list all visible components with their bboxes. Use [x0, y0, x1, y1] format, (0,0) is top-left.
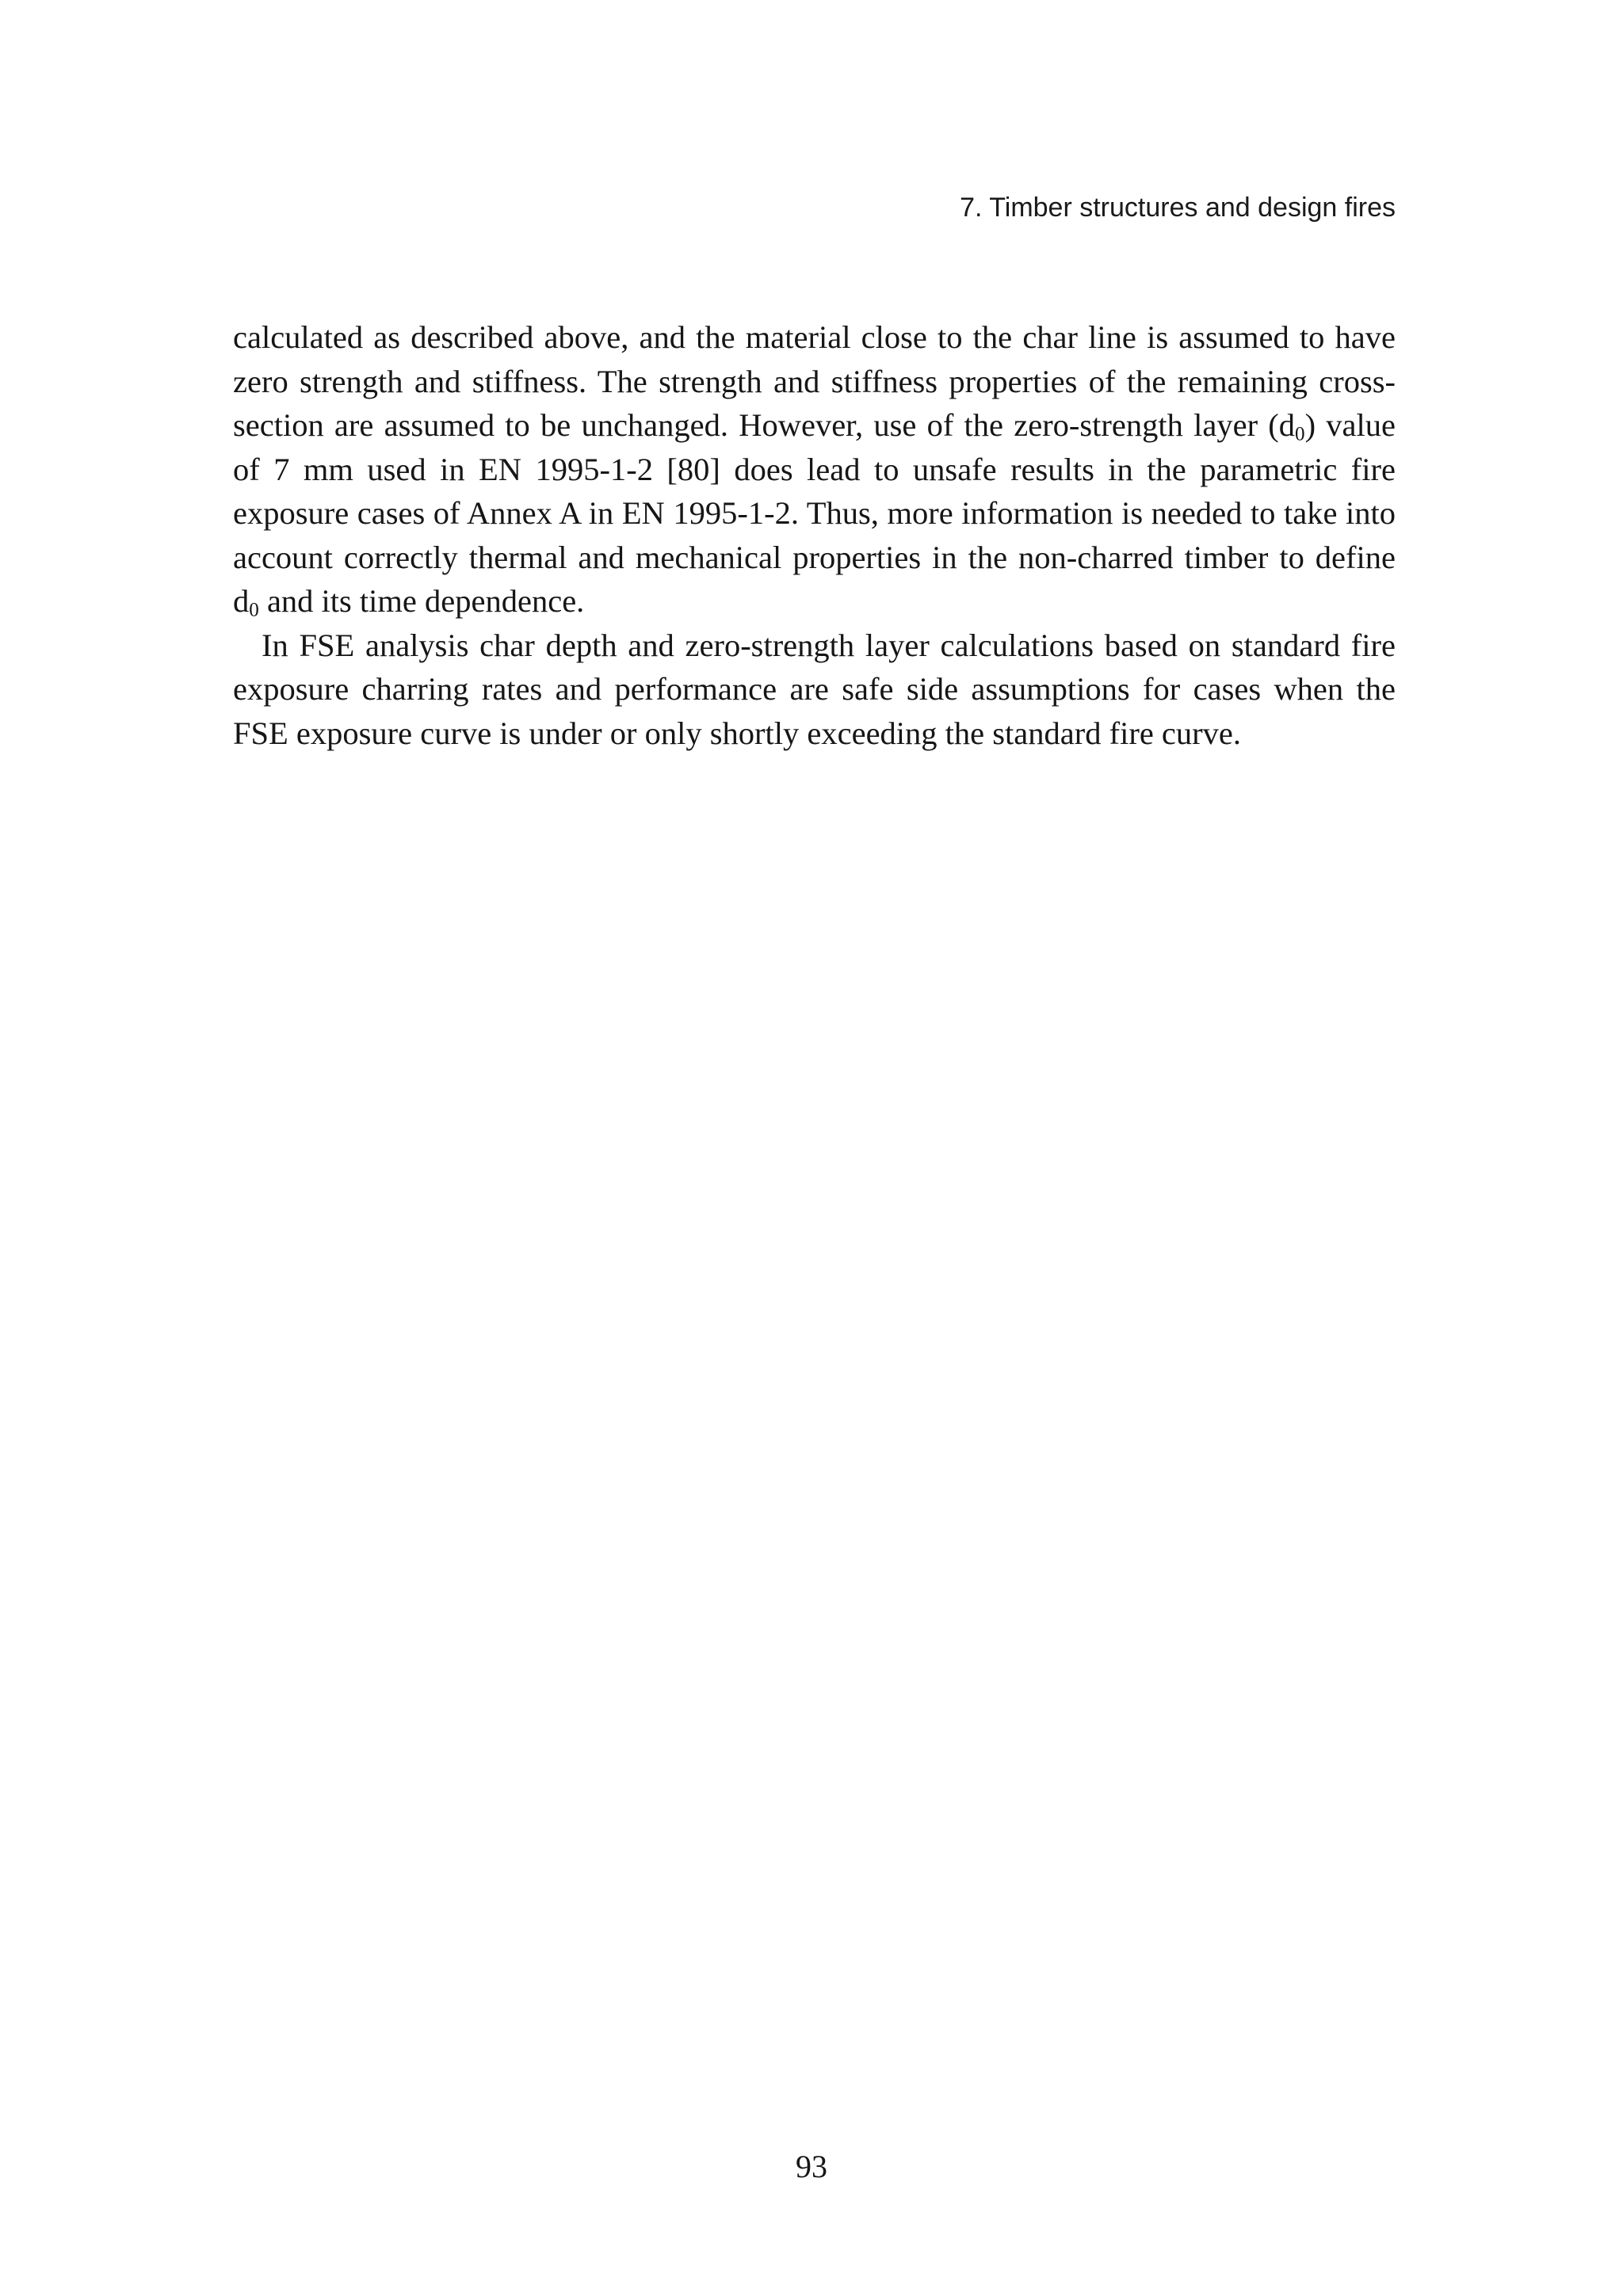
paragraph-1-text-b: ) value of 7 mm used in EN 1995-1-2 [80] does lead to unsafe results in the parametric fire exposure cases of Annex A in EN 1995-1-2. Thus, more information is needed to take into account correctly thermal and mechanical properties in the non-charred timber to define d — [233, 407, 1396, 619]
running-header: 7. Timber structures and design fires — [960, 193, 1396, 223]
paragraph-1 — [233, 315, 1396, 624]
paragraph-1-text-a: calculated as described above, and the material close to the char line is assumed to have zero strength and stiffness. The strength and stiffness properties of the remaining cross-section are assumed to be unchanged. However, use of the zero-strength layer (d — [233, 319, 1396, 443]
paragraph-2: In FSE analysis char depth and zero-strength layer calculations based on standard fire exposure charring rates and performance are safe side assumptions for cases when the FSE exposure curve is under or only shortly exceeding the standard fire curve. — [233, 627, 1396, 751]
subscript-zero: 0 — [249, 599, 259, 621]
subscript-zero: 0 — [1295, 423, 1305, 445]
body-text — [233, 315, 1396, 755]
page-number: 93 — [796, 2149, 827, 2184]
paragraph-1-text-c: and its time dependence. — [258, 583, 585, 619]
